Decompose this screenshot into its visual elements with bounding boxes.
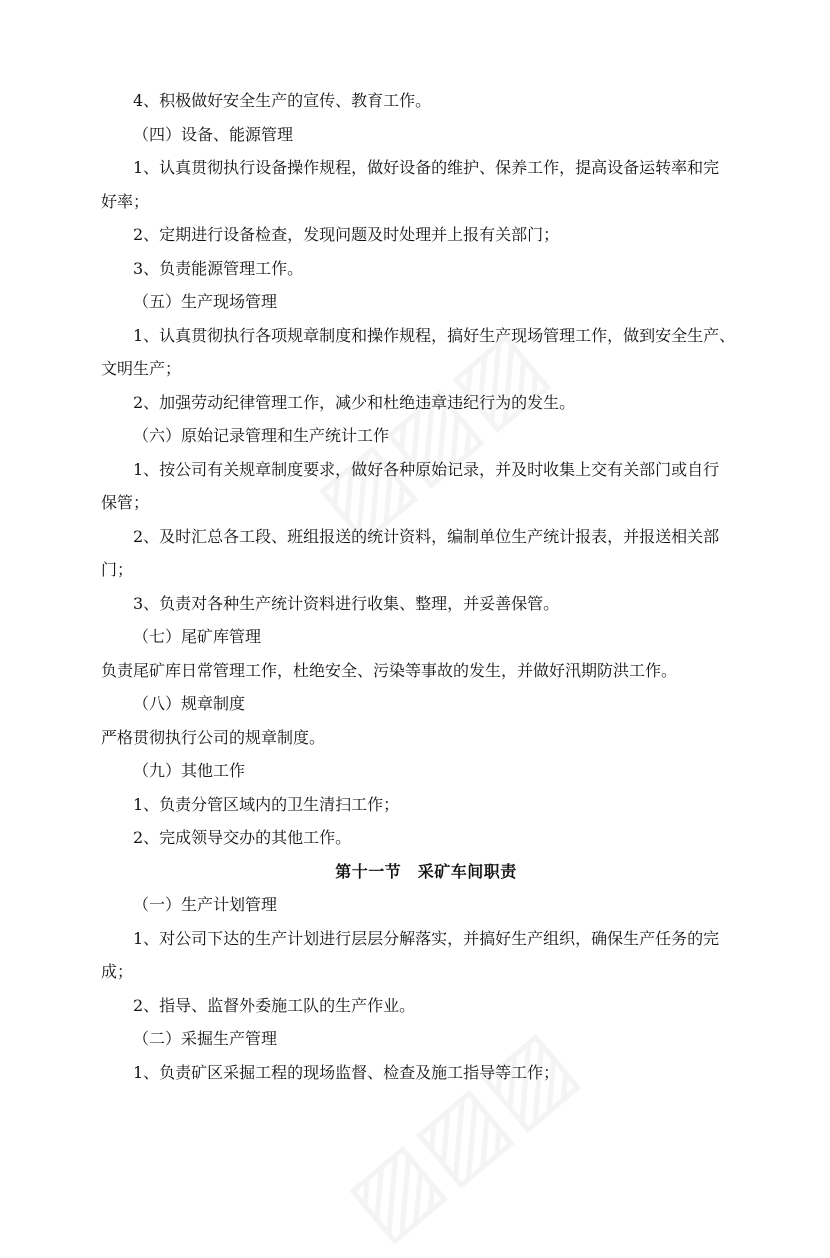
- paragraph-line: 3、负责对各种生产统计资料进行收集、整理，并妥善保管。: [133, 593, 560, 613]
- paragraph-continuation: 保管；: [101, 493, 150, 512]
- paragraph-continuation: 门；: [101, 560, 134, 579]
- subsection-heading: （八）规章制度: [133, 694, 246, 713]
- paragraph-line: 2、定期进行设备检查，发现问题及时处理并上报有关部门；: [133, 225, 560, 244]
- subsection-heading: （二）采掘生产管理: [133, 1029, 278, 1048]
- paragraph-continuation: 成；: [101, 962, 134, 981]
- paragraph-line: 1、按公司有关规章制度要求，做好各种原始记录，并及时收集上交有关部门或自行: [133, 459, 720, 479]
- paragraph-line: 2、完成领导交办的其他工作。: [133, 828, 352, 847]
- paragraph-line: 1、认真贯彻执行各项规章制度和操作规程，搞好生产现场管理工作，做到安全生产、: [133, 325, 736, 345]
- paragraph-line: 4、积极做好安全生产的宣传、教育工作。: [133, 91, 432, 110]
- paragraph-line: 1、负责矿区采掘工程的现场监督、检查及施工指导等工作；: [133, 1062, 560, 1082]
- paragraph-line: 3、负责能源管理工作。: [133, 258, 304, 278]
- subsection-heading: （四）设备、能源管理: [133, 124, 294, 144]
- paragraph-line: 2、及时汇总各工段、班组报送的统计资料，编制单位生产统计报表，并报送相关部: [133, 526, 720, 546]
- paragraph-line: 1、负责分管区域内的卫生清扫工作；: [133, 794, 400, 814]
- paragraph-continuation: 文明生产；: [101, 359, 182, 378]
- paragraph-line: 1、认真贯彻执行设备操作规程，做好设备的维护、保养工作，提高设备运转率和完: [133, 158, 720, 177]
- subsection-heading: （七）尾矿库管理: [133, 627, 262, 646]
- document-body: [101, 84, 751, 1089]
- subsection-heading: （六）原始记录管理和生产统计工作: [133, 426, 390, 445]
- paragraph-continuation: 严格贯彻执行公司的规章制度。: [101, 727, 326, 747]
- paragraph-line: 1、对公司下达的生产计划进行层层分解落实，并搞好生产组织，确保生产任务的完: [133, 928, 720, 948]
- subsection-heading: （一）生产计划管理: [133, 895, 278, 914]
- paragraph-continuation: 负责尾矿库日常管理工作，杜绝安全、污染等事故的发生，并做好汛期防洪工作。: [101, 660, 678, 680]
- paragraph-continuation: 好率；: [101, 191, 150, 211]
- subsection-heading: （九）其他工作: [133, 761, 246, 780]
- paragraph-line: 2、指导、监督外委施工队的生产作业。: [133, 995, 416, 1015]
- subsection-heading: （五）生产现场管理: [133, 292, 278, 311]
- paragraph-line: 2、加强劳动纪律管理工作，减少和杜绝违章违纪行为的发生。: [133, 392, 576, 412]
- section-heading: 第十一节 采矿车间职责: [335, 861, 517, 881]
